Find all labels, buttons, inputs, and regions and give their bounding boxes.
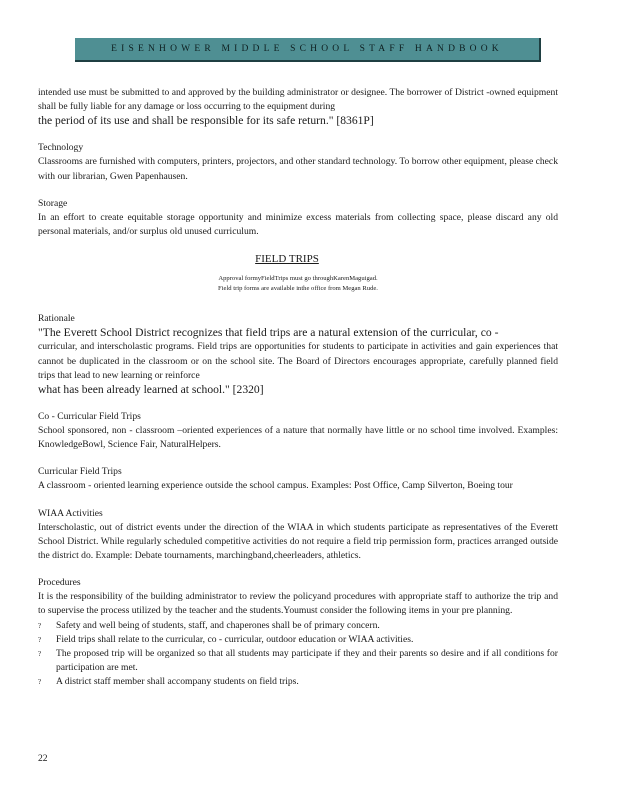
intro-quote: the period of its use and shall be responsible for its safe return." [8361P] [38,114,374,128]
bullet-mark: ? [38,650,42,659]
rationale-text: curricular, and interscholastic programs. Field trips are opportunities for students to participate in activities and gain experiences that cannot be duplicated in the classroom or on the school site. The Board of Directors encourages appropriate, carefully planned field trips that lead to new learning or reinforce [38,341,558,381]
handbook-title: EISENHOWER MIDDLE SCHOOL STAFF HANDBOOK [111,44,503,54]
bullet-mark: ? [38,678,42,687]
list-item-text: Safety and well being of students, staff, and chaperones shall be of primary concern. [56,619,380,631]
technology-heading: Technology [38,142,84,154]
wiaa-text: Interscholastic, out of district events under the direction of the WIAA in which students participate as representatives of the Everett School District. While regularly scheduled competitive activities do not require a field trip permission form, practices arranged outside the district do. Example: Debate tournaments, marchingband,cheerleaders, athletics. [38,521,558,562]
storage-section [38,197,558,239]
list-item-text: A district staff member shall accompany students on field trips. [56,676,299,688]
list-item [38,633,558,647]
wiaa-section [38,507,558,564]
field-trips-note-line2: Field trip forms are available inthe office from Megan Rude. [218,285,378,293]
field-trips-note [38,274,558,294]
procedures-heading: Procedures [38,577,81,589]
co-curricular-section [38,410,558,452]
page-content [38,86,558,690]
bullet-mark: ? [38,635,42,644]
intro-text: intended use must be submitted to and approved by the building administrator or designee. The borrower of District -owned equipment shall be fully liable for any damage or loss occurring to the equipment during [38,87,558,113]
field-trips-title-wrap [38,252,558,266]
list-item-text: Field trips shall relate to the curricular, co - curricular, outdoor education or WIAA activities. [56,633,414,645]
rationale-heading: Rationale [38,313,75,325]
rationale-quote-end: what has been already learned at school." [2320] [38,383,264,397]
intro-section [38,86,558,128]
procedures-text: It is the responsibility of the building administrator to review the policyand procedures with appropriate staff to authorize the trip and to supervise the process utilized by the teacher and the students.Youmust consider the following items in your pre planning. [38,591,558,617]
curricular-heading: Curricular Field Trips [38,466,122,478]
procedures-list [38,619,558,690]
curricular-section [38,465,558,493]
list-item [38,675,558,689]
rationale-section [38,312,558,397]
procedures-section [38,576,558,689]
list-item-text: The proposed trip will be organized so that all students may participate if they and their parents so desire and if all conditions for participation are met. [56,648,558,674]
bullet-mark: ? [38,621,42,630]
list-item [38,647,558,675]
field-trips-note-line1: Approval formyFieldTrips must go throughKarenMaguigad. [218,275,378,283]
co-curricular-heading: Co - Curricular Field Trips [38,411,141,423]
storage-text: In an effort to create equitable storage opportunity and minimize excess materials from collecting space, please discard any old personal materials, and/or surplus old unused curriculum. [38,211,558,238]
technology-text: Classrooms are furnished with computers, printers, projectors, and other standard technology. To borrow other equipment, please check with our librarian, Gwen Papenhausen. [38,156,558,182]
co-curricular-text: School sponsored, non - classroom –oriented experiences of a nature that normally have little or no school time involved. Examples: KnowledgeBowl, Science Fair, NaturalHelpers. [38,425,558,451]
handbook-header-bar [75,38,541,62]
rationale-quote-start: "The Everett School District recognizes that field trips are a natural extension of the curricular, co - [38,326,499,340]
page-number: 22 [38,753,48,764]
field-trips-title: FIELD TRIPS [255,253,319,266]
technology-section [38,141,558,183]
list-item [38,619,558,633]
wiaa-heading: WIAA Activities [38,507,103,519]
storage-heading: Storage [38,197,68,209]
curricular-text: A classroom - oriented learning experience outside the school campus. Examples: Post Office, Camp Silverton, Boeing tour [38,480,513,492]
